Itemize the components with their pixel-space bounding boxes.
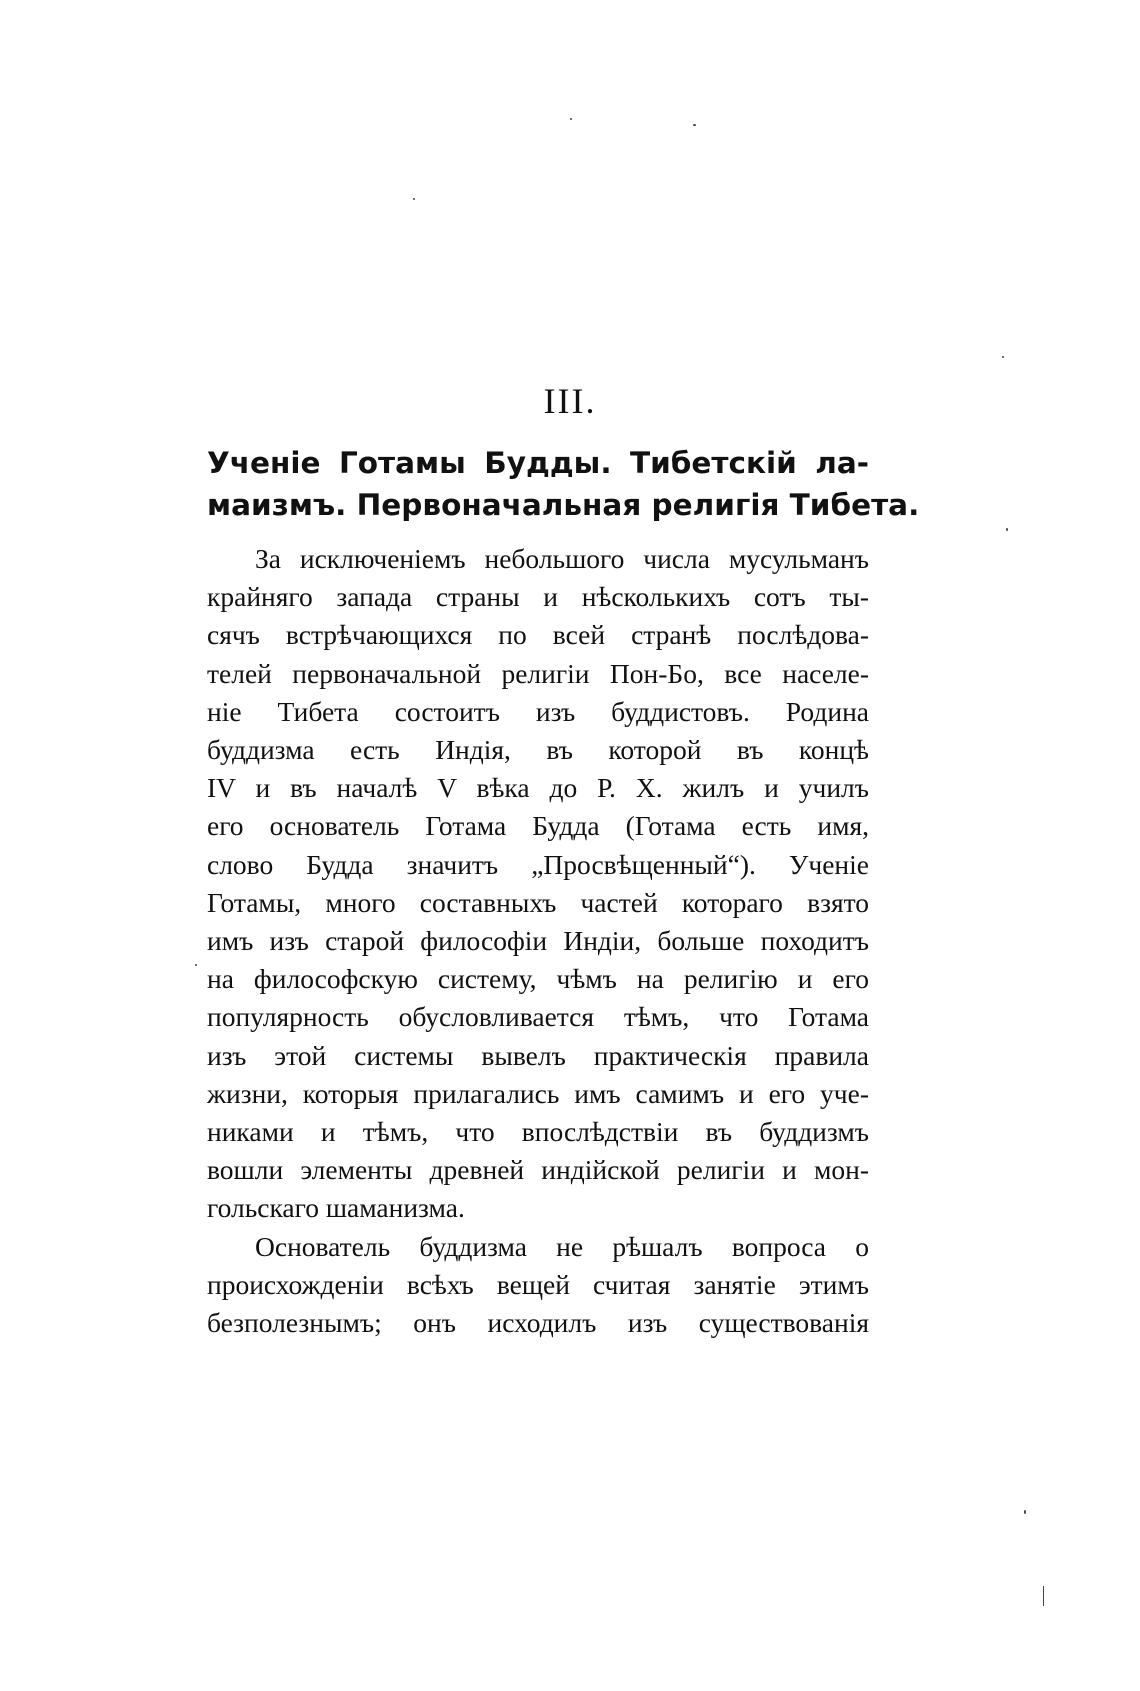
text-line: За исключеніемъ небольшого числа мусульманъ [255,543,869,574]
text-line: Основатель буддизма не рѣшалъ вопроса о [255,1230,869,1262]
text-line: изъ этой системы вывелъ практическія правила [207,1039,869,1071]
text-line: крайняго запада страны и нѣсколькихъ сотъ ты- [207,581,869,613]
body-text [207,540,869,1342]
chapter-title [207,442,920,526]
scan-speck [1006,528,1008,531]
scan-speck [1002,356,1004,358]
text-line: Готамы, много составныхъ частей котораго взято [207,886,869,918]
paragraph [207,540,869,1228]
scan-speck [1024,1510,1026,1514]
text-line: вошли элементы древней индійской религіи и мон- [207,1154,869,1186]
text-line: никами и тѣмъ, что впослѣдствіи въ буддизмъ [207,1116,869,1148]
text-line: сячъ встрѣчающихся по всей странѣ послѣдова- [207,619,869,651]
text-line: его основатель Готама Будда (Готама есть имя, [207,810,869,842]
scan-speck [693,124,696,126]
scan-speck [195,964,197,966]
text-line: ніе Тибета состоитъ изъ буддистовъ. Родина [207,695,869,727]
text-line: на философскую систему, чѣмъ на религію и его [207,963,869,995]
text-line: происхожденіи всѣхъ вещей считая занятіе этимъ [207,1268,869,1300]
chapter-title-line: Ученіе Готамы Будды. Тибетскій ла- [207,446,869,480]
chapter-title-line: маизмъ. Первоначальная религія Тибета. [207,488,920,522]
scan-speck [570,118,572,120]
paragraph [207,1228,869,1343]
text-line: безполезнымъ; онъ исходилъ изъ существованія [207,1307,869,1339]
scan-speck [1043,1586,1044,1606]
text-line: буддизма есть Индія, въ которой въ концѣ [207,734,869,766]
chapter-number: III. [543,381,597,421]
text-line: популярность обусловливается тѣмъ, что Готама [207,1001,869,1033]
text-line: IV и въ началѣ V вѣка до Р. Х. жилъ и училъ [207,772,869,804]
text-line: телей первоначальной религіи Пон-Бо, все населе- [207,657,869,689]
text-line: имъ изъ старой философіи Индіи, больше походитъ [207,925,869,957]
text-line: жизни, которыя прилагались имъ самимъ и его уче- [207,1077,869,1109]
text-line: гольскаго шаманизма. [207,1192,465,1224]
scan-speck [413,198,415,200]
text-line: слово Будда значитъ „Просвѣщенный“). Ученіе [207,848,869,880]
